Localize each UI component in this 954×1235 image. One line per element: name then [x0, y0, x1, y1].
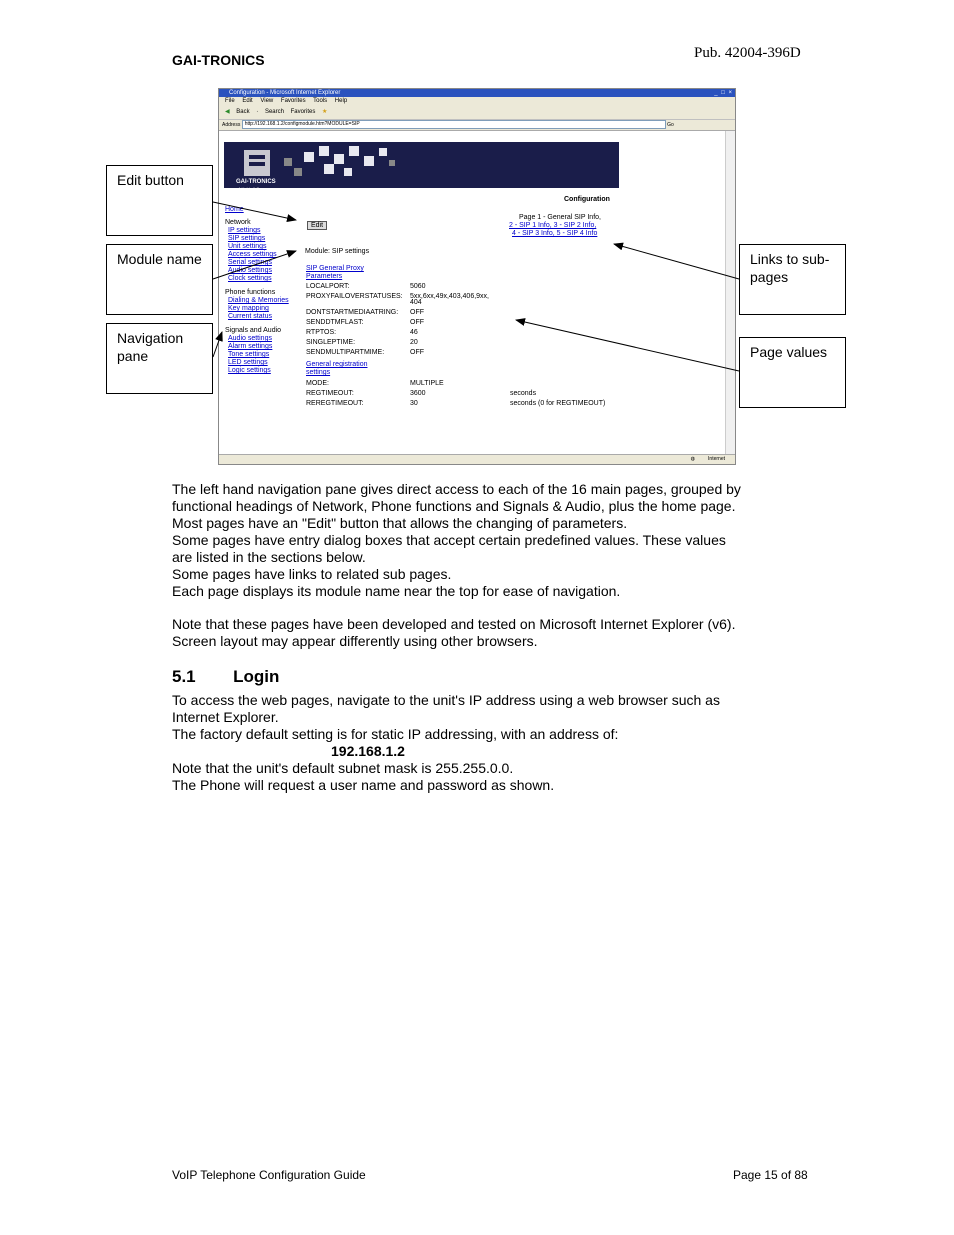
param-value: 404: [410, 299, 422, 306]
callout-edit-button: Edit button: [106, 165, 213, 236]
page-info: Page 1 - General SIP Info,: [519, 214, 601, 221]
param-key: DONTSTARTMEDIAATRING:: [306, 309, 399, 316]
param-value: 5060: [410, 283, 426, 290]
nav-item[interactable]: Key mapping: [228, 305, 269, 312]
window-controls[interactable]: _ □ ×: [714, 90, 733, 96]
nav-item[interactable]: Alarm settings: [228, 343, 273, 350]
nav-item[interactable]: Tone settings: [228, 351, 270, 358]
nav-item[interactable]: Audio settings: [228, 335, 272, 342]
nav-heading-network: Network: [225, 219, 251, 226]
section-number: 5.1: [172, 667, 196, 686]
nav-item[interactable]: IP settings: [228, 227, 261, 234]
param-value: OFF: [410, 319, 424, 326]
arrow-links-sub-pages: [614, 244, 739, 279]
param-key: PROXYFAILOVERSTATUSES:: [306, 293, 403, 300]
sub-page-links-2[interactable]: 4 - SIP 3 Info, 5 - SIP 4 Info: [512, 230, 598, 237]
globe-icon: ◍: [690, 456, 695, 462]
param-key: MODE:: [306, 380, 329, 387]
brand-name: GAI-TRONICS: [236, 179, 276, 185]
text-line: functional headings of Network, Phone functions and Signals & Audio, plus the home page.: [172, 498, 736, 514]
param-key: REGTIMEOUT:: [306, 390, 354, 397]
param-key: LOCALPORT:: [306, 283, 350, 290]
nav-item[interactable]: Clock settings: [228, 275, 272, 282]
footer-title: VoIP Telephone Configuration Guide: [172, 1168, 366, 1182]
edit-button[interactable]: Edit: [307, 221, 327, 230]
nav-item[interactable]: Access settings: [228, 251, 277, 258]
arrow-module-name: [213, 251, 296, 279]
callout-links-sub-pages: Links to sub-pages: [739, 244, 846, 315]
browser-note: [172, 616, 735, 650]
param-value: 20: [410, 339, 418, 346]
arrow-navigation-pane: [213, 332, 222, 357]
param-note: seconds: [510, 390, 537, 397]
intro-paragraph: [172, 481, 741, 600]
address-label: Address: [222, 122, 241, 128]
param-value: 46: [410, 329, 418, 336]
status-zone: Internet: [708, 456, 725, 462]
param-key: SENDMULTIPARTMIME:: [306, 349, 385, 356]
toolbar-labels[interactable]: Back · Search Favorites: [236, 109, 316, 115]
back-icon[interactable]: ◀: [225, 109, 230, 115]
text-line: Some pages have links to related sub pages.: [172, 566, 452, 582]
text-line: The factory default setting is for static IP addressing, with an address of:: [172, 726, 619, 742]
page-heading: Configuration: [564, 196, 610, 203]
section-title: Login: [233, 667, 280, 686]
company-header: GAI-TRONICS: [172, 52, 265, 68]
callout-arrows: [0, 0, 954, 500]
star-icon[interactable]: ★: [322, 109, 328, 115]
param-key: REREGTIMEOUT:: [306, 400, 364, 407]
nav-item[interactable]: Audio settings: [228, 267, 272, 274]
param-note: seconds (0 for REGTIMEOUT): [510, 400, 606, 407]
home-link-text[interactable]: Home: [225, 206, 244, 213]
param-key: SENDDTMFLAST:: [306, 319, 364, 326]
nav-item[interactable]: LED settings: [228, 359, 268, 366]
param-key: SINGLEPTIME:: [306, 339, 356, 346]
text-line: Most pages have an "Edit" button that allows the changing of parameters.: [172, 515, 628, 531]
text-line: Note that these pages have been developed and tested on Microsoft Internet Explorer (v6).: [172, 616, 736, 632]
default-ip-address: 192.168.1.2: [331, 743, 405, 759]
text-line: The Phone will request a user name and password as shown.: [172, 777, 555, 793]
nav-item[interactable]: Serial settings: [228, 259, 272, 266]
text-line: Some pages have entry dialog boxes that accept certain predefined values. These values: [172, 532, 726, 548]
nav-item[interactable]: Current status: [228, 313, 272, 320]
footer-page-number: Page 15 of 88: [733, 1168, 808, 1182]
nav-heading-phone: Phone functions: [225, 289, 276, 296]
brand-subtitle: A Hubbell Company: [238, 186, 274, 191]
text-line: are listed in the sections below.: [172, 549, 366, 565]
sub-page-links-1[interactable]: 2 - SIP 1 Info, 3 - SIP 2 Info,: [509, 222, 597, 229]
param-value: 5xx,6xx,49x,403,406,9xx,: [410, 293, 489, 300]
param-value: 30: [410, 400, 418, 407]
section-heading: [172, 667, 279, 687]
param-key: RTPTOS:: [306, 329, 337, 336]
callout-page-values: Page values: [739, 337, 846, 408]
param-value: OFF: [410, 349, 424, 356]
text-line: Internet Explorer.: [172, 709, 279, 725]
publication-number: Pub. 42004-396D: [694, 45, 801, 61]
text-line: Screen layout may appear differently using other browsers.: [172, 633, 538, 649]
callout-navigation-pane: Navigation pane: [106, 323, 213, 394]
go-button[interactable]: Go: [667, 122, 674, 128]
param-value: 3600: [410, 390, 426, 397]
arrow-page-values: [516, 320, 739, 371]
arrow-edit-button: [213, 202, 296, 220]
nav-heading-signals: Signals and Audio: [225, 327, 282, 334]
nav-item[interactable]: SIP settings: [228, 235, 266, 242]
param-value: OFF: [410, 309, 424, 316]
menu-bar[interactable]: File Edit View Favorites Tools Help: [219, 97, 735, 105]
param-value: MULTIPLE: [410, 380, 444, 387]
text-line: To access the web pages, navigate to the unit's IP address using a web browser such as: [172, 692, 720, 708]
link-general-registration[interactable]: General registration settings: [306, 361, 368, 376]
text-line: Note that the unit's default subnet mask is 255.255.0.0.: [172, 760, 514, 776]
address-input[interactable]: http://192.168.1.2/configmodule.htm?MODULE=SIP: [242, 120, 666, 129]
nav-item[interactable]: Dialing & Memories: [228, 297, 289, 304]
nav-item[interactable]: Logic settings: [228, 367, 271, 374]
link-sip-general-proxy[interactable]: SIP General Proxy Parameters: [306, 265, 364, 280]
nav-item[interactable]: Unit settings: [228, 243, 267, 250]
callout-module-name: Module name: [106, 244, 213, 315]
login-paragraph: [172, 692, 720, 794]
text-line: Each page displays its module name near the top for ease of navigation.: [172, 583, 621, 599]
window-title: Configuration - Microsoft Internet Explorer: [229, 90, 341, 96]
module-name: Module: SIP settings: [305, 248, 370, 255]
text-line: The left hand navigation pane gives direct access to each of the 16 main pages, grouped by: [172, 481, 741, 497]
